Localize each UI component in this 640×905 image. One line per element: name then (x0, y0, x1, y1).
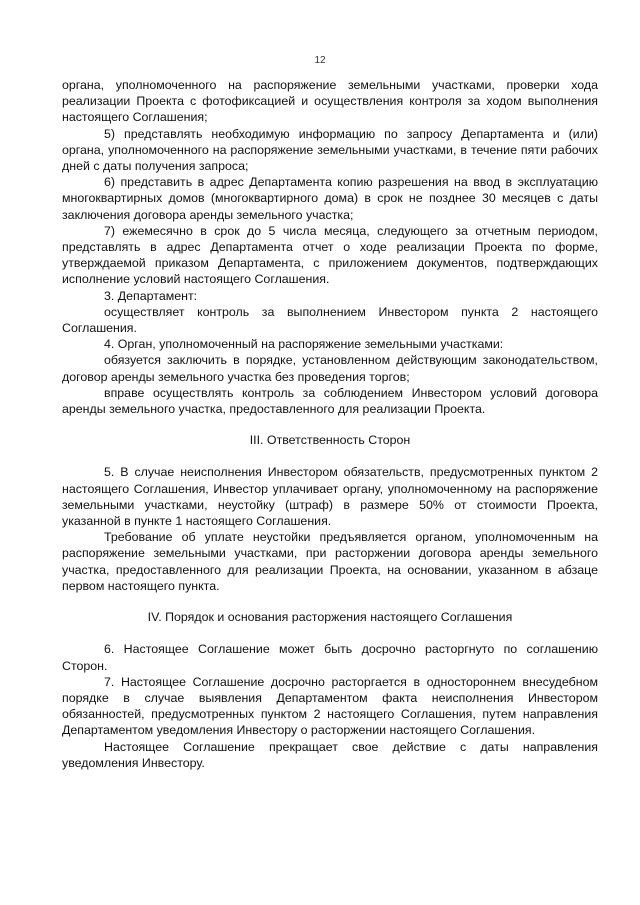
paragraph-item-6: 6) представить в адрес Департамента копию разрешения на ввод в эксплуатацию многоквартирных домов (многоквартирного дома) в срок не позднее 30 месяцев с даты заключения договора аренды земельного участка; (62, 175, 598, 222)
section-heading-termination: IV. Порядок и основания расторжения настоящего Соглашения (147, 610, 513, 625)
paragraph-clause-4-right: вправе осуществлять контроль за соблюдением Инвестором условий договора аренды земельного участка, предоставленного для реализации Проекта. (62, 385, 598, 417)
paragraph-penalty-demand: Требование об уплате неустойки предъявляется органом, уполномоченным на распоряжение земельными участками, при расторжении договора аренды земельного участка, предоставленного для реализации Проекта, на основании, указанном в абзаце первом настоящего пункта. (62, 530, 598, 593)
paragraph-clause-4-obligation: обязуется заключить в порядке, установленном действующим законодательством, договор аренды земельного участка без проведения торгов; (62, 353, 598, 384)
paragraph-clause-4: 4. Орган, уполномоченный на распоряжение земельными участками: (104, 337, 504, 352)
page-number: 12 (314, 55, 326, 66)
paragraph-clause-7: 7. Настоящее Соглашение досрочно расторгается в одностороннем внесудебном порядке в случае выявления Департаментом факта неисполнения Инвестором обязанностей, предусмотренных пунктом 2 настоящего Соглашения, путем направления Департаментом уведомления Инвестору о расторжении настоящего Соглашения. (62, 674, 598, 738)
paragraph-clause-6: 6. Настоящее Соглашение может быть досрочно расторгнуто по соглашению Сторон. (62, 642, 598, 673)
paragraph-clause-5: 5. В случае неисполнения Инвестором обязательств, предусмотренных пунктом 2 настоящего Соглашения, Инвестор уплачивает органу, уполномоченному на распоряжение земельными участками, неустойку (штраф) в размере 50% от стоимости Проекта, указанной в пункте 1 настоящего Соглашения. (62, 465, 598, 529)
section-heading-responsibility: III. Ответственность Сторон (249, 433, 411, 448)
paragraph-clause-3: 3. Департамент: (104, 288, 198, 303)
paragraph-clause-3-duty: осуществляет контроль за выполнением Инвестором пункта 2 настоящего Соглашения. (62, 304, 598, 336)
paragraph-continuation: органа, уполномоченного на распоряжение земельными участками, проверки хода реализации Проекта с фотофиксацией и осуществления контроля за ходом выполнения настоящего Соглашения; (62, 78, 598, 125)
document-body (62, 77, 598, 771)
paragraph-termination-effect: Настоящее Соглашение прекращает свое действие с даты направления уведомления Инвестору. (62, 739, 598, 770)
paragraph-item-7: 7) ежемесячно в срок до 5 числа месяца, следующего за отчетным периодом, представлять в адрес Департамента отчет о ходе реализации Проекта по форме, утверждаемой приказом Департамента, с приложением документов, подтверждающих исполнение условий настоящего Соглашения. (62, 223, 598, 287)
paragraph-item-5: 5) представлять необходимую информацию по запросу Департамента и (или) органа, уполномоченного на распоряжение земельными участками, в течение пяти рабочих дней с даты получения запроса; (62, 126, 598, 174)
